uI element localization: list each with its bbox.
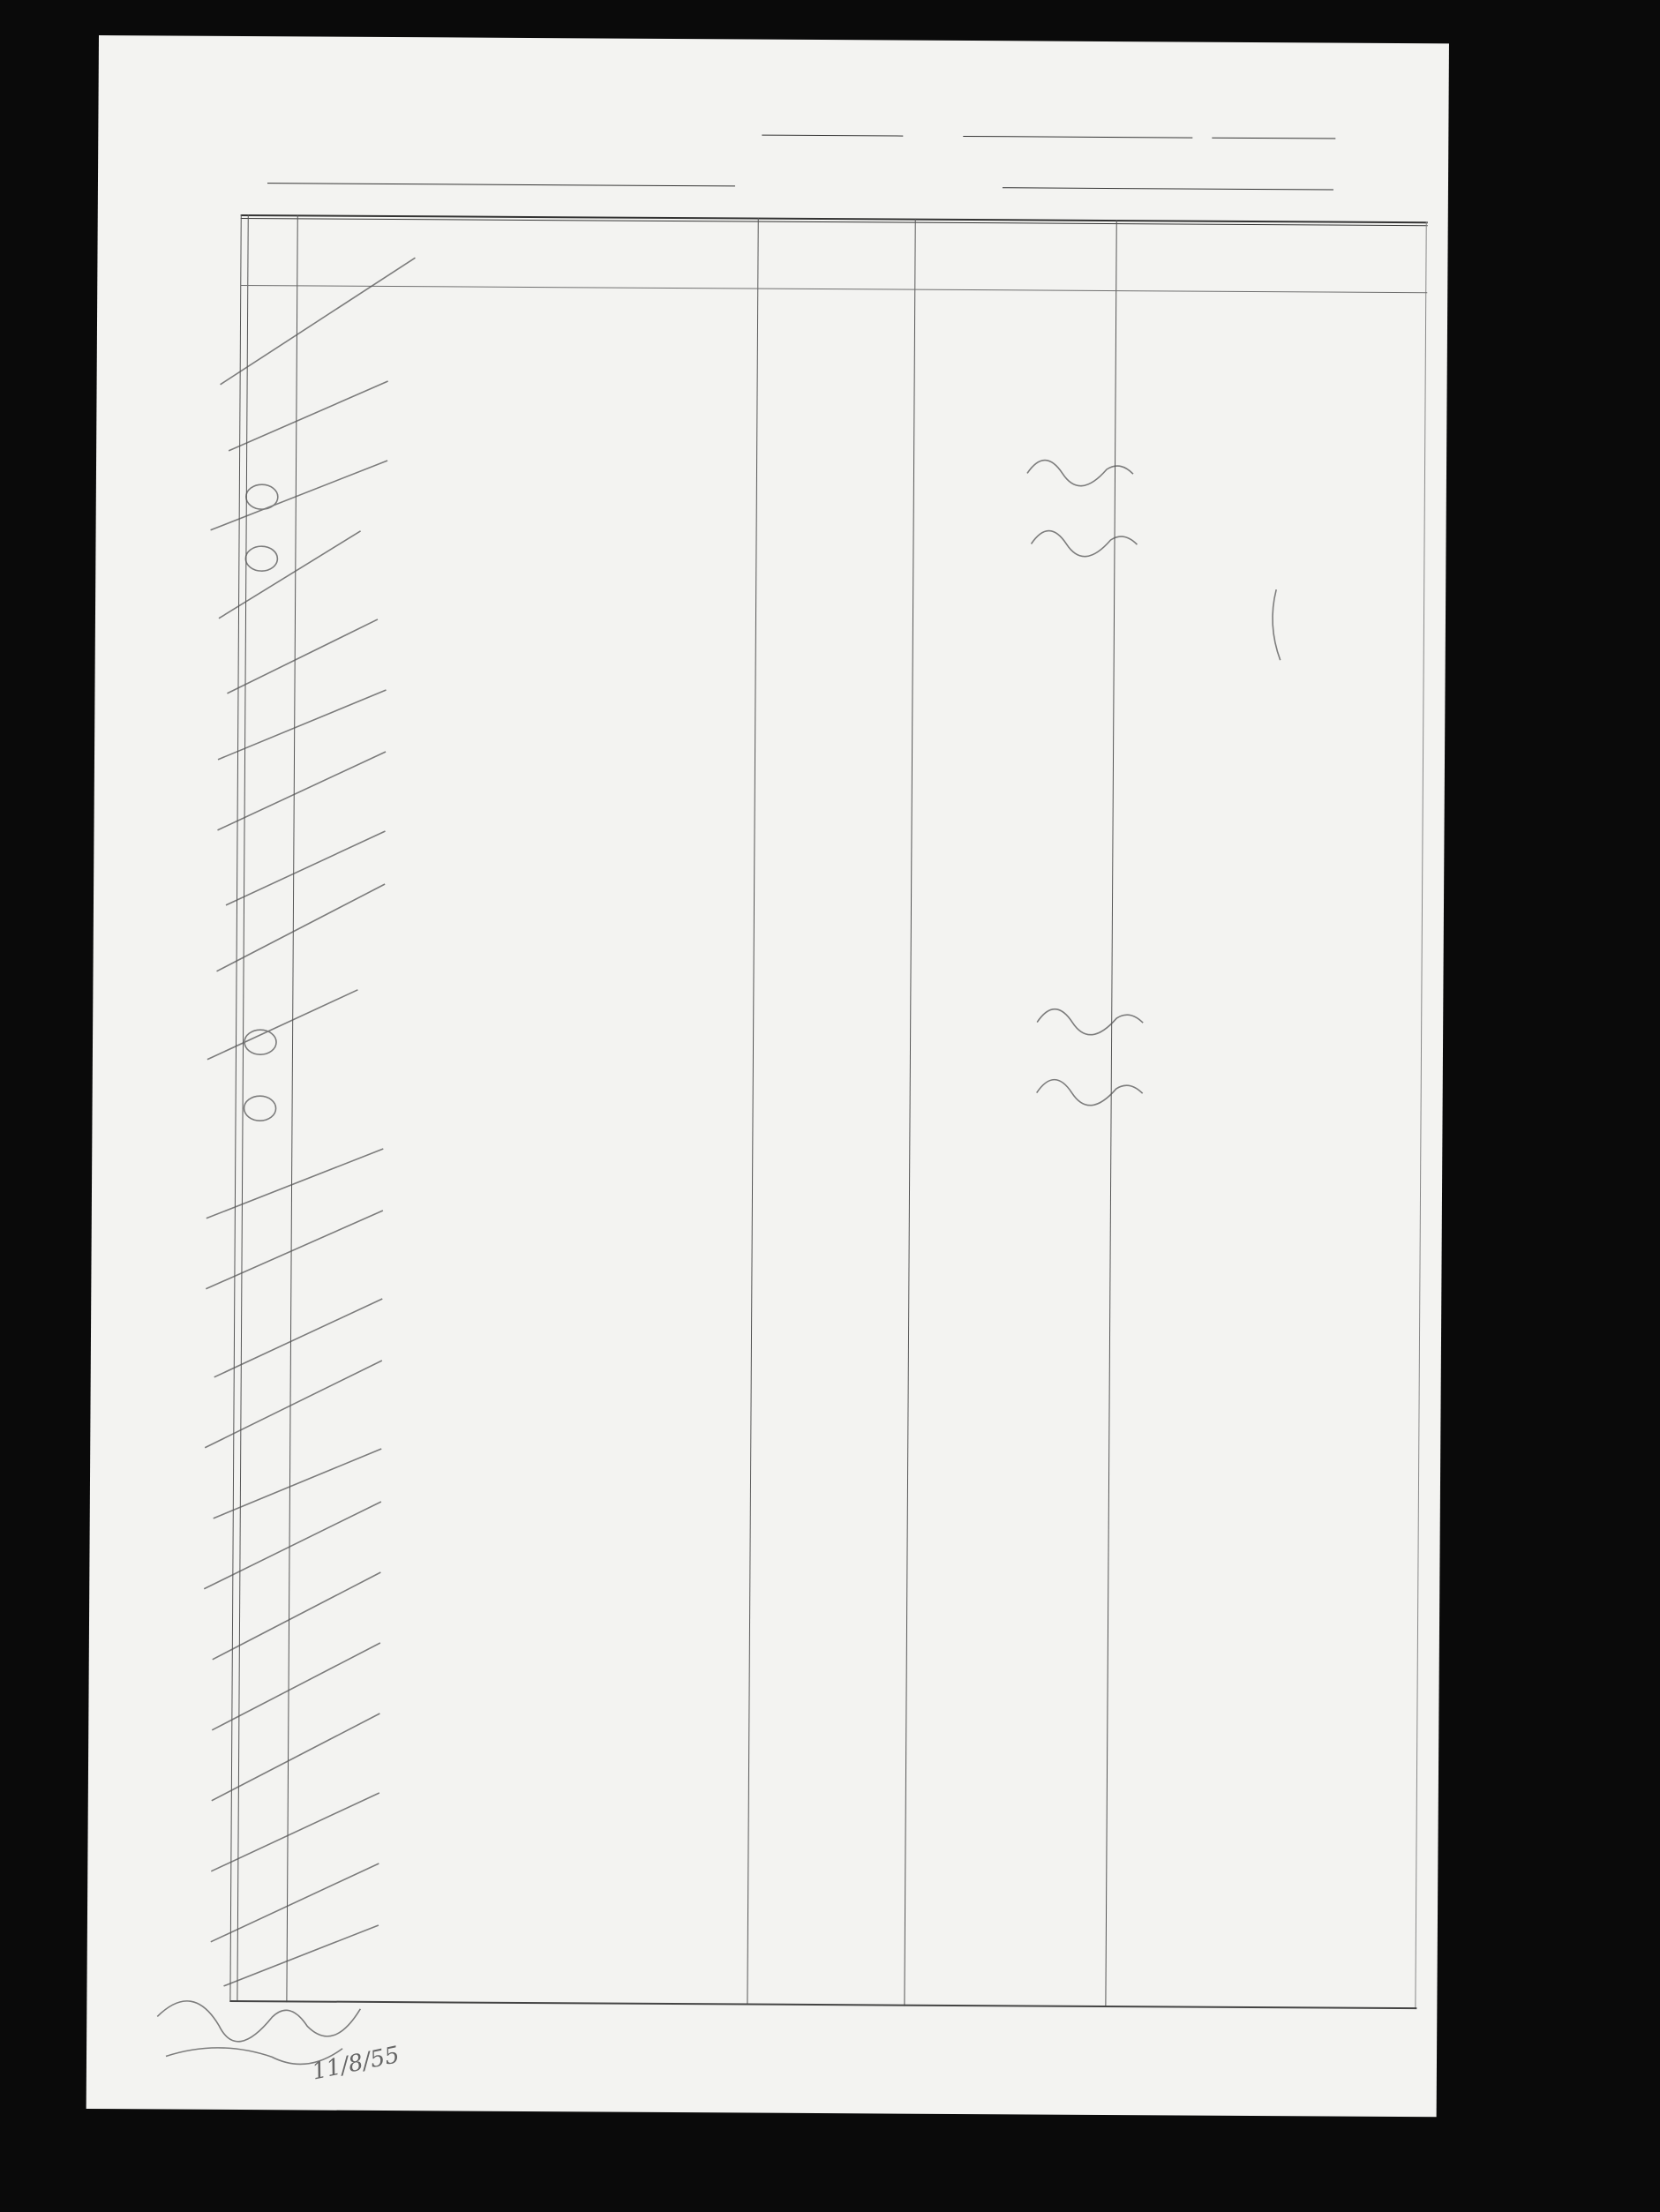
checkmark-stroke: [229, 380, 387, 452]
signature-mark: [1031, 530, 1137, 557]
checkmark-stroke: [227, 619, 378, 694]
checkmark-stroke: [217, 883, 386, 972]
signature-mark: [1027, 460, 1133, 486]
circled-line-11: [244, 1030, 276, 1054]
checkmark-stroke: [212, 1713, 380, 1802]
signature-mark: [1037, 1009, 1143, 1036]
pencil-mark: [1273, 589, 1281, 660]
checkmark-stroke: [207, 989, 357, 1061]
checkmark-stroke: [214, 1298, 383, 1378]
inspector-date-handwritten: 11/8/55: [309, 2042, 402, 2086]
checkmark-stroke: [221, 257, 416, 386]
checkmark-stroke: [226, 830, 386, 906]
inspector-signature: [157, 2001, 360, 2043]
checkmark-stroke: [223, 1924, 378, 1987]
checkmark-stroke: [212, 1642, 380, 1731]
circled-line-4: [245, 546, 277, 571]
signature-mark: [1037, 1080, 1143, 1106]
checkmark-stroke: [211, 1792, 379, 1872]
checkmark-stroke: [206, 1210, 383, 1290]
checkmark-stroke: [213, 1571, 381, 1661]
checkmark-stroke: [205, 1360, 382, 1449]
checkmark-stroke: [217, 751, 386, 831]
checkmark-stroke: [219, 530, 361, 619]
circled-line-3: [246, 484, 278, 509]
checkmark-stroke: [211, 1863, 379, 1943]
checkmark-stroke: [207, 1148, 383, 1219]
checkmark-stroke: [211, 460, 387, 531]
passenger-manifest-page: [86, 35, 1449, 2117]
checkmark-stroke: [204, 1501, 381, 1590]
circled-line-12: [244, 1096, 275, 1121]
handwritten-annotations: [86, 35, 1449, 2117]
checkmark-stroke: [218, 689, 386, 761]
checkmark-stroke: [214, 1448, 381, 1519]
